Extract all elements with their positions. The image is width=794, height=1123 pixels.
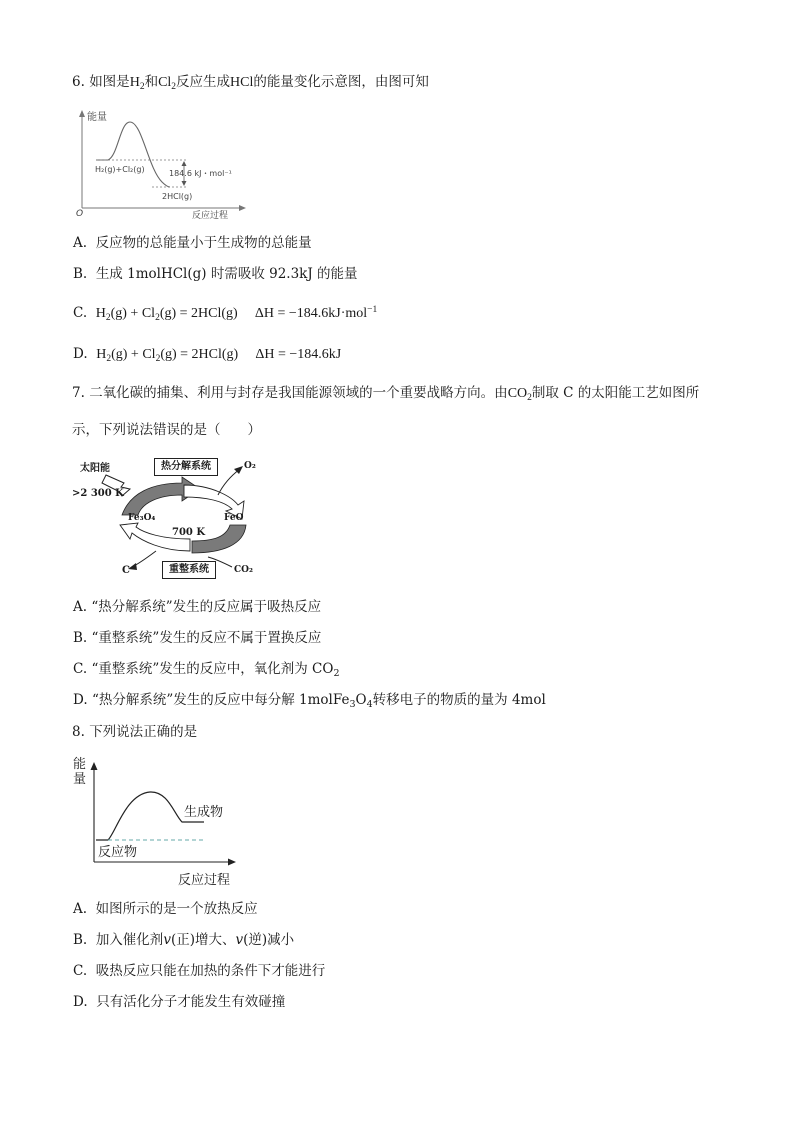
- q8-reactant-label: 反应物: [98, 845, 138, 860]
- q6-cl2-symbol: Cl: [158, 75, 172, 90]
- q7-text-line2: 示，下列说法错误的是（ ）: [72, 422, 261, 438]
- q7-high-temp: >2 300 K: [72, 488, 124, 499]
- option-letter: B.: [73, 630, 88, 646]
- option-text-mid: O: [355, 692, 367, 708]
- eq-rest: (g) = 2HCl(g): [160, 347, 239, 362]
- q6-option-b[interactable]: [73, 264, 358, 284]
- option-text: 生成 1molHCl(g) 时需吸收 92.3kJ 的能量: [95, 266, 358, 282]
- option-letter: A.: [73, 235, 88, 251]
- q6-energy-curve: [96, 122, 170, 187]
- q8-energy-diagram: [70, 752, 250, 890]
- option-equation: [96, 306, 238, 321]
- enthalpy-value: ΔH = −184.6kJ·mol: [254, 306, 368, 321]
- q6-text-c: 的能量变化示意图，由图可知: [253, 74, 429, 90]
- q6-y-axis-arrow: [79, 110, 85, 117]
- q7-co2-diagram-label: CO₂: [234, 565, 253, 575]
- q6-energy-value: 184.6 kJ・mol⁻¹: [169, 169, 232, 178]
- eq-rest: (g) = 2HCl(g): [159, 306, 238, 321]
- q7-co2: [508, 386, 532, 401]
- option-text: 如图所示的是一个放热反应: [95, 901, 258, 917]
- q8-y-axis-arrow: [91, 762, 98, 770]
- option-text: 吸热反应只能在加热的条件下才能进行: [95, 963, 326, 979]
- option-text-c: (逆)减小: [243, 932, 295, 948]
- enthalpy-sup: −1: [367, 305, 378, 315]
- eq-h2: H: [96, 347, 107, 362]
- q7-text-a: 二氧化碳的捕集、利用与封存是我国能源领域的一个重要战略方向。由: [89, 385, 508, 401]
- option-equation: [96, 347, 238, 362]
- q7-thermal-box: 热分解系统: [154, 458, 218, 476]
- option-text-b: (正)增大、: [170, 932, 236, 948]
- option-letter: C.: [73, 963, 88, 979]
- q8-product-label: 生成物: [184, 805, 224, 820]
- q8-y-label-2: 量: [73, 772, 87, 787]
- q7-solar-diagram: [72, 453, 272, 583]
- option-text: “重整系统”发生的反应不属于置换反应: [91, 630, 322, 646]
- eq-h2-sub: 2: [106, 354, 112, 364]
- eq-cl-sub: 2: [155, 313, 160, 323]
- q8-option-d[interactable]: [73, 992, 285, 1012]
- q7-o2-label: O₂: [244, 461, 256, 471]
- q7-stem-line2: [72, 420, 261, 440]
- option-subscript: 2: [333, 668, 340, 679]
- option-text: 反应物的总能量小于生成物的总能量: [95, 235, 312, 251]
- q8-stem: [72, 722, 197, 742]
- q6-hcl: HCl: [230, 75, 254, 90]
- q6-option-d[interactable]: [73, 341, 341, 369]
- q6-h2-symbol: H: [129, 75, 140, 90]
- eq-h2: H: [95, 306, 106, 321]
- option-letter: C.: [73, 305, 88, 321]
- q8-text: 下列说法正确的是: [89, 724, 198, 740]
- option-letter: B.: [73, 266, 88, 282]
- q6-text-a: 如图是: [89, 74, 130, 90]
- q6-option-a[interactable]: [73, 233, 312, 253]
- q7-co2-symbol: CO: [507, 386, 528, 401]
- eq-middle: (g) + Cl: [110, 306, 156, 321]
- q6-number: 6.: [72, 74, 85, 90]
- option-letter: B.: [73, 932, 88, 948]
- q6-x-label: 反应过程: [192, 211, 229, 220]
- q6-reactants-label: H₂(g)+Cl₂(g): [95, 165, 145, 174]
- q6-and: 和: [144, 74, 159, 90]
- option-enthalpy: [255, 347, 341, 362]
- q7-option-d[interactable]: [73, 690, 546, 715]
- option-letter: D.: [73, 346, 88, 362]
- q6-option-c[interactable]: [73, 300, 377, 328]
- q6-h2: [130, 75, 145, 90]
- q7-solar-label: 太阳能: [80, 463, 110, 474]
- option-text: “重整系统”发生的反应中，氧化剂为 CO: [91, 661, 334, 677]
- q6-origin: O: [76, 209, 84, 219]
- option-letter: A.: [73, 599, 88, 615]
- q8-y-label-1: 能: [73, 757, 87, 772]
- q7-number: 7.: [72, 385, 85, 401]
- q6-cl2: [158, 75, 176, 90]
- option-letter: D.: [73, 994, 88, 1010]
- q7-c-label: C: [122, 565, 130, 576]
- q6-energy-diagram: [70, 108, 250, 220]
- q8-x-axis-arrow: [228, 859, 236, 866]
- option-letter: D.: [73, 692, 88, 708]
- q7-co2-subscript: 2: [527, 393, 532, 403]
- option-letter: A.: [73, 901, 88, 917]
- velocity-symbol: v: [163, 932, 171, 948]
- eq-cl-sub: 2: [155, 354, 161, 364]
- q7-reform-box: 重整系统: [162, 561, 216, 579]
- q8-x-label: 反应过程: [178, 873, 231, 888]
- q7-option-a[interactable]: [73, 597, 321, 617]
- q6-delta-arrow-top: [182, 161, 187, 166]
- q6-product-label: 2HCl(g): [162, 192, 193, 201]
- q7-text-b: 制取 C 的太阳能工艺如图所: [531, 385, 700, 401]
- q8-option-a[interactable]: [73, 899, 258, 919]
- q6-y-label: 能量: [87, 112, 107, 123]
- q6-cl2-subscript: 2: [171, 82, 177, 92]
- q7-stem-line1: [72, 383, 699, 408]
- q6-x-axis-arrow: [239, 205, 246, 211]
- q8-number: 8.: [72, 724, 85, 740]
- eq-middle: (g) + Cl: [111, 347, 156, 362]
- eq-h2-sub: 2: [105, 313, 111, 323]
- option-letter: C.: [73, 661, 88, 677]
- enthalpy-value: ΔH = −184.6kJ: [255, 347, 342, 362]
- q7-o2-arrow: [218, 469, 240, 495]
- velocity-symbol: v: [235, 932, 244, 948]
- q6-text-b: 反应生成: [176, 74, 231, 90]
- option-text-a: 加入催化剂: [95, 932, 164, 948]
- option-text: 只有活化分子才能发生有效碰撞: [96, 994, 286, 1010]
- q6-stem: [72, 72, 429, 97]
- q7-low-temp: 700 K: [172, 527, 206, 538]
- option-text: “热分解系统”发生的反应属于吸热反应: [91, 599, 322, 615]
- q7-option-b[interactable]: [73, 628, 321, 648]
- option-subscript-2: 4: [366, 699, 373, 710]
- option-enthalpy: [255, 306, 377, 321]
- option-subscript-1: 3: [349, 699, 356, 710]
- q6-delta-arrow-bottom: [182, 181, 187, 186]
- q8-option-b[interactable]: [73, 930, 294, 950]
- option-text-end: 转移电子的物质的量为 4mol: [372, 692, 546, 708]
- q7-fe3o4-label: Fe₃O₄: [128, 513, 156, 523]
- q7-option-c[interactable]: [73, 659, 339, 684]
- q7-feo-label: FeO: [224, 513, 244, 523]
- q6-h2-subscript: 2: [139, 82, 145, 92]
- q8-option-c[interactable]: [73, 961, 325, 981]
- option-text: “热分解系统”发生的反应中每分解 1molFe: [91, 692, 350, 708]
